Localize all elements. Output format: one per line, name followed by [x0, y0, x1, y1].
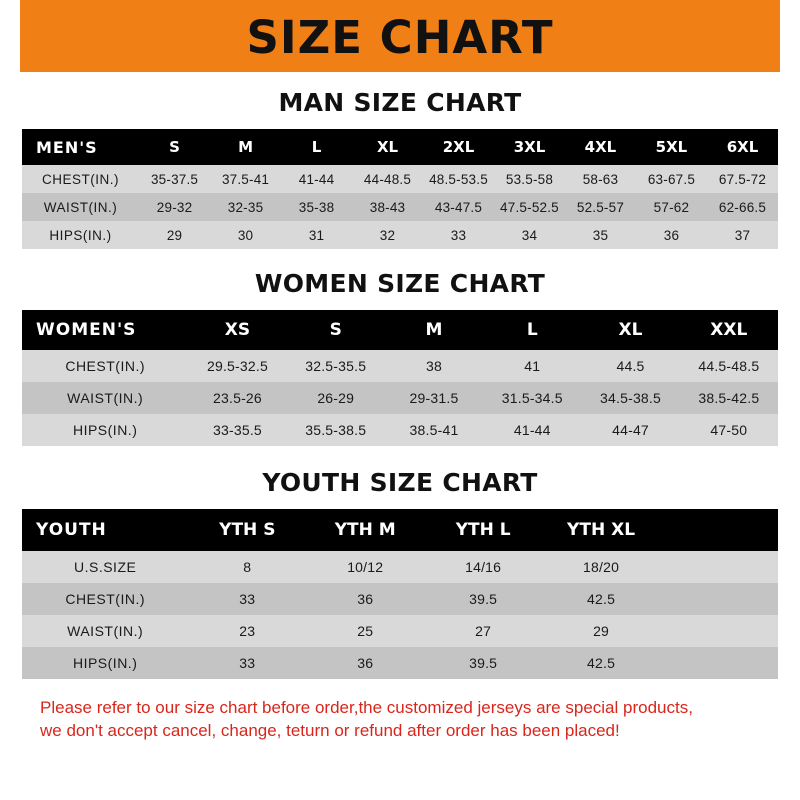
cell: 38.5-42.5 — [698, 390, 760, 406]
cell: 44-48.5 — [363, 171, 412, 187]
col-header-yth-l: YTH L — [455, 520, 511, 540]
cell: 23.5-26 — [213, 390, 262, 406]
table-header-row — [22, 310, 778, 350]
col-header-yth-s: YTH S — [219, 520, 276, 540]
cell: 29-32 — [156, 199, 193, 215]
table-row — [22, 647, 778, 679]
col-header-label: YOUTH — [36, 520, 107, 540]
cell: 35-38 — [298, 199, 335, 215]
cell: 39.5 — [469, 591, 498, 607]
cell: 10/12 — [347, 559, 384, 575]
section-title-women: WOMEN SIZE CHART — [254, 269, 546, 298]
row-label-waist: WAIST(IN.) — [67, 390, 144, 406]
cell: 35.5-38.5 — [305, 422, 367, 438]
cell: 42.5 — [587, 591, 616, 607]
header-gap-right — [780, 0, 800, 72]
table-row — [22, 615, 778, 647]
cell: 35-37.5 — [150, 171, 199, 187]
cell: 35 — [592, 227, 609, 243]
cell: 37 — [734, 227, 751, 243]
row-label-hips: HIPS(IN.) — [72, 655, 138, 671]
cell: 39.5 — [469, 655, 498, 671]
footer-note-line1: Please refer to our size chart before order,the customized jerseys are special products, — [40, 698, 693, 717]
header-gap-left — [0, 0, 20, 72]
col-header-5xl: 5XL — [655, 138, 688, 156]
col-header-4xl: 4XL — [584, 138, 617, 156]
table-row — [22, 414, 778, 446]
col-header-m: M — [425, 320, 443, 340]
col-header-xxl: XXL — [710, 320, 748, 340]
cell: 26-29 — [317, 390, 355, 406]
cell: 53.5-58 — [505, 171, 554, 187]
row-label-hips: HIPS(IN.) — [72, 422, 138, 438]
cell: 36 — [663, 227, 680, 243]
cell: 41-44 — [298, 171, 335, 187]
col-header-l: L — [311, 138, 322, 156]
youth-size-table — [22, 509, 778, 679]
cell: 36 — [357, 655, 374, 671]
cell: 29.5-32.5 — [206, 358, 268, 374]
cell: 67.5-72 — [718, 171, 767, 187]
cell: 34 — [521, 227, 538, 243]
row-label-waist: WAIST(IN.) — [67, 623, 144, 639]
cell: 44.5-48.5 — [698, 358, 760, 374]
cell: 18/20 — [583, 559, 620, 575]
cell: 34.5-38.5 — [600, 390, 661, 406]
cell: 47.5-52.5 — [500, 199, 559, 215]
cell: 38-43 — [369, 199, 406, 215]
section-women — [22, 269, 778, 446]
col-header-s: S — [169, 138, 180, 156]
cell — [660, 551, 778, 583]
women-size-table — [22, 310, 778, 446]
col-header-s: S — [329, 320, 342, 340]
row-label-chest: CHEST(IN.) — [65, 358, 145, 374]
cell: 33 — [450, 227, 467, 243]
cell: 52.5-57 — [576, 199, 625, 215]
cell — [660, 583, 778, 615]
col-header-6xl: 6XL — [726, 138, 759, 156]
cell: 38 — [426, 358, 442, 374]
cell: 43-47.5 — [434, 199, 483, 215]
col-header-yth-xl: YTH XL — [567, 520, 636, 540]
section-youth — [22, 468, 778, 679]
cell: 23 — [239, 623, 256, 639]
row-label-hips: HIPS(IN.) — [49, 227, 112, 243]
cell: 41-44 — [513, 422, 551, 438]
cell: 33 — [239, 591, 256, 607]
col-header-xl: XL — [618, 320, 643, 340]
cell: 44-47 — [612, 422, 649, 438]
cell: 47-50 — [710, 422, 748, 438]
cell: 63-67.5 — [647, 171, 696, 187]
cell: 36 — [357, 591, 374, 607]
col-header-xs: XS — [224, 320, 251, 340]
table-row — [22, 583, 778, 615]
row-label-chest: CHEST(IN.) — [65, 591, 145, 607]
section-title-man: MAN SIZE CHART — [278, 88, 522, 117]
col-header-yth-m: YTH M — [334, 520, 396, 540]
row-label-waist: WAIST(IN.) — [43, 199, 118, 215]
col-header-3xl: 3XL — [513, 138, 546, 156]
cell: 29 — [593, 623, 610, 639]
cell — [660, 647, 778, 679]
cell: 31.5-34.5 — [501, 390, 563, 406]
table-header-row — [22, 129, 778, 165]
row-label-chest: CHEST(IN.) — [42, 171, 120, 187]
cell: 32 — [379, 227, 396, 243]
footer-note-line2: we don't accept cancel, change, teturn or refund after order has been placed! — [40, 720, 620, 740]
cell — [660, 615, 778, 647]
col-header-l: L — [526, 320, 538, 340]
table-row — [22, 350, 778, 382]
col-header-xl: XL — [376, 138, 399, 156]
cell: 14/16 — [465, 559, 502, 575]
col-header-2xl: 2XL — [442, 138, 475, 156]
cell: 41 — [524, 358, 541, 374]
cell: 31 — [308, 227, 325, 243]
section-title-youth: YOUTH SIZE CHART — [262, 468, 538, 497]
col-header-label: MEN'S — [36, 137, 98, 157]
table-row — [22, 551, 778, 583]
cell: 8 — [243, 559, 252, 575]
table-row — [22, 221, 778, 249]
cell: 33-35.5 — [213, 422, 262, 438]
content — [0, 88, 800, 743]
cell: 25 — [357, 623, 374, 639]
table-row — [22, 193, 778, 221]
cell: 38.5-41 — [409, 422, 459, 438]
cell: 44.5 — [616, 358, 645, 374]
table-row — [22, 382, 778, 414]
man-size-table — [22, 129, 778, 249]
cell: 32.5-35.5 — [305, 358, 367, 374]
cell: 30 — [237, 227, 254, 243]
header-band — [0, 0, 800, 72]
cell: 29-31.5 — [409, 390, 459, 406]
section-man — [22, 88, 778, 249]
cell: 33 — [239, 655, 256, 671]
footer-note — [40, 697, 760, 743]
cell: 58-63 — [582, 171, 619, 187]
cell: 48.5-53.5 — [429, 171, 488, 187]
col-header-m: M — [238, 138, 253, 156]
cell: 42.5 — [587, 655, 616, 671]
cell: 27 — [475, 623, 492, 639]
cell: 57-62 — [653, 199, 690, 215]
cell: 29 — [166, 227, 183, 243]
cell: 37.5-41 — [221, 171, 270, 187]
cell: 32-35 — [227, 199, 264, 215]
table-row — [22, 165, 778, 193]
row-label-us-size: U.S.SIZE — [73, 559, 137, 575]
page-title: SIZE CHART — [246, 10, 554, 64]
cell: 62-66.5 — [718, 199, 767, 215]
col-header-empty — [660, 509, 778, 551]
table-header-row — [22, 509, 778, 551]
col-header-label: WOMEN'S — [36, 320, 137, 340]
